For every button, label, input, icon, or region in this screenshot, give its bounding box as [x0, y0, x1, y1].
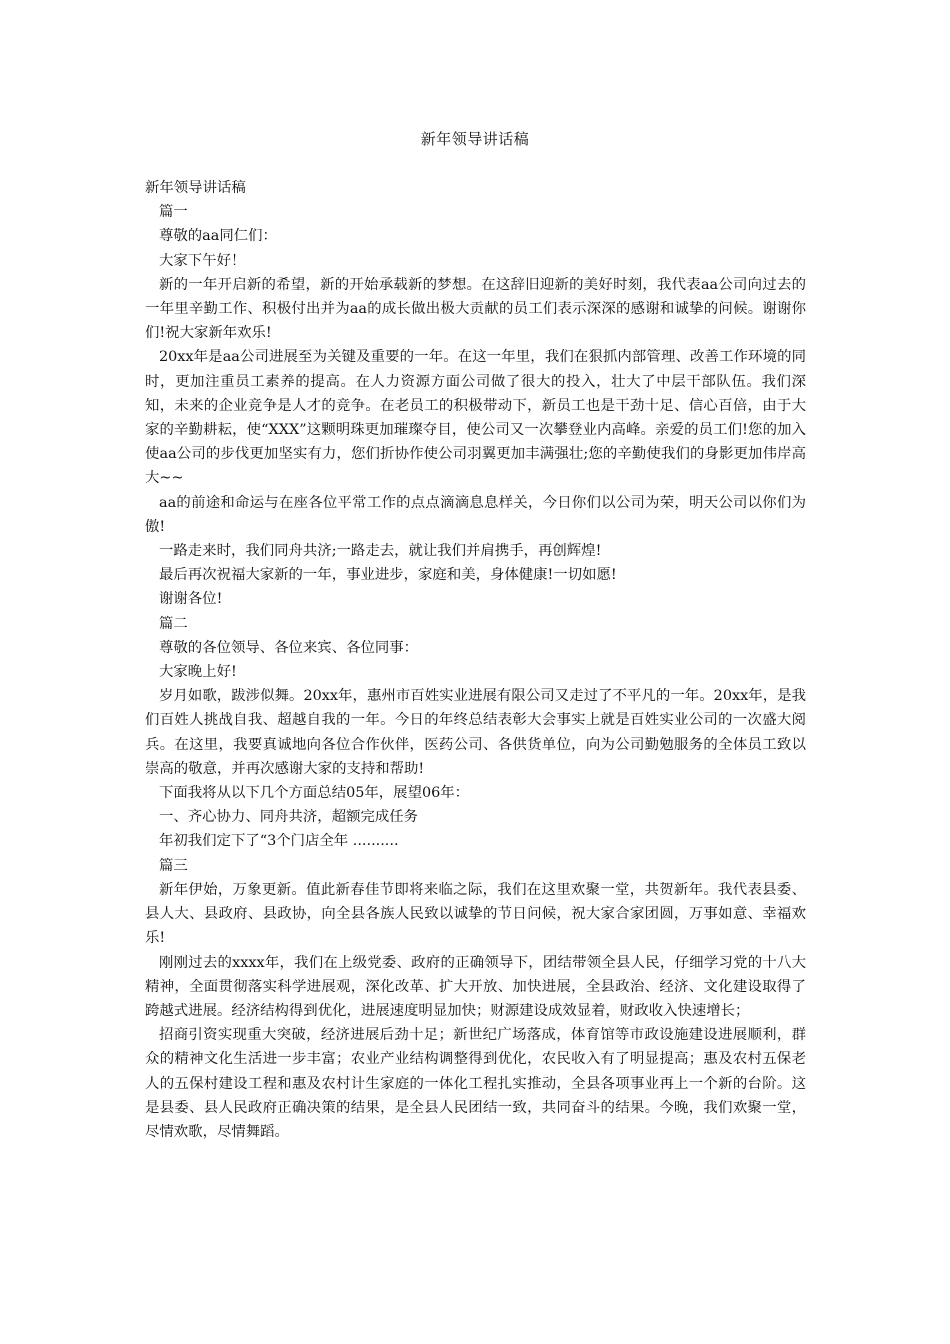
paragraph: 年初我们定下了“3个门店全年 .......... — [159, 833, 399, 850]
salutation: 尊敬的aa同仁们： — [159, 228, 277, 245]
paragraph: 岁月如歌，跋涉似舞。20xx年，惠州市百姓实业进展有限公司又走过了不平凡的一年。20xx年，是我们百姓人挑战自我、超越自我的一年。今日的年终总结表彰大会事实上就是百姓实业公司的一次盛大阅兵。在这里，我要真诚地向各位合作伙伴，医药公司、各供货单位，向为公司勤勉服务的全体员工致以崇高的敬意，并再次感谢大家的支持和帮助! — [145, 688, 806, 777]
paragraph: 一、齐心协力、同舟共济，超额完成任务 — [159, 809, 419, 826]
greeting: 大家晚上好! — [159, 664, 237, 681]
paragraph: 招商引资实现重大突破，经济进展后劲十足；新世纪广场落成，体育馆等市政设施建设进展顺利，群众的精神文化生活进一步丰富；农业产业结构调整得到优化，农民收入有了明显提高；惠及农村五保老人的五保村建设工程和惠及农村计生家庭的一体化工程扎实推动，全县各项事业再上一个新的台阶。这是县委、县人民政府正确决策的结果，是全县人民团结一致，共同奋斗的结果。今晚，我们欢聚一堂，尽情欢歌，尽情舞蹈。 — [145, 1027, 806, 1140]
salutation: 尊敬的各位领导、各位来宾、各位同事： — [159, 639, 419, 656]
paragraph: 一路走来时，我们同舟共济;一路走去，就让我们并肩携手，再创辉煌! — [159, 543, 602, 560]
paragraph: 刚刚过去的xxxx年，我们在上级党委、政府的正确领导下，团结带领全县人民，仔细学习党的十八大精神，全面贯彻落实科学进展观，深化改革、扩大开放、加快进展，全县政治、经济、文化建设取得了跨越式进展。经济结构得到优化，进展速度明显加快；财源建设成效显着，财政收入快速增长； — [145, 954, 806, 1019]
document-body — [145, 176, 806, 1144]
paragraph: 新年伊始，万象更新。值此新春佳节即将来临之际，我们在这里欢聚一堂，共贺新年。我代表县委、县人大、县政府、县政协，向全县各族人民致以诚挚的节日问候，祝大家合家团圆，万事如意、幸福欢乐! — [145, 881, 806, 947]
part-label-3: 篇三 — [159, 857, 188, 874]
paragraph: 下面我将从以下几个方面总结05年，展望06年： — [159, 785, 470, 802]
paragraph: 新的一年开启新的希望，新的开始承载新的梦想。在这辞旧迎新的美好时刻，我代表aa公司向过去的一年里辛勤工作、积极付出并为aa的成长做出极大贡献的员工们表示深深的感谢和诚挚的问候。谢谢你们!祝大家新年欢乐! — [145, 276, 806, 342]
part-label-2: 篇二 — [159, 615, 188, 632]
greeting: 大家下午好！ — [159, 252, 246, 269]
part-label-1: 篇一 — [159, 204, 188, 221]
paragraph: aa的前途和命运与在座各位平常工作的点点滴滴息息样关，今日你们以公司为荣，明天公司以你们为傲! — [145, 494, 806, 535]
page-title: 新年领导讲话稿 — [420, 130, 530, 148]
closing: 谢谢各位! — [159, 591, 223, 608]
paragraph: 20xx年是aa公司进展至为关键及重要的一年。在这一年里，我们在狠抓内部管理、改善工作环境的同时，更加注重员工素养的提高。在人力资源方面公司做了很大的投入，壮大了中层干部队伍。我们深知，未来的企业竞争是人才的竞争。在老员工的积极带动下，新员工也是干劲十足、信心百倍，由于大家的辛勤耕耘，使“XXX”这颗明珠更加璀璨夺目，使公司又一次攀登业内高峰。亲爱的员工们!您的加入使aa公司的步伐更加坚实有力，您们折协作使公司羽翼更加丰满强壮;您的辛勤使我们的身影更加伟岸高大~~ — [145, 349, 806, 487]
section-heading: 新年领导讲话稿 — [145, 180, 246, 196]
paragraph: 最后再次祝福大家新的一年，事业进步，家庭和美，身体健康!一切如愿! — [159, 567, 617, 584]
